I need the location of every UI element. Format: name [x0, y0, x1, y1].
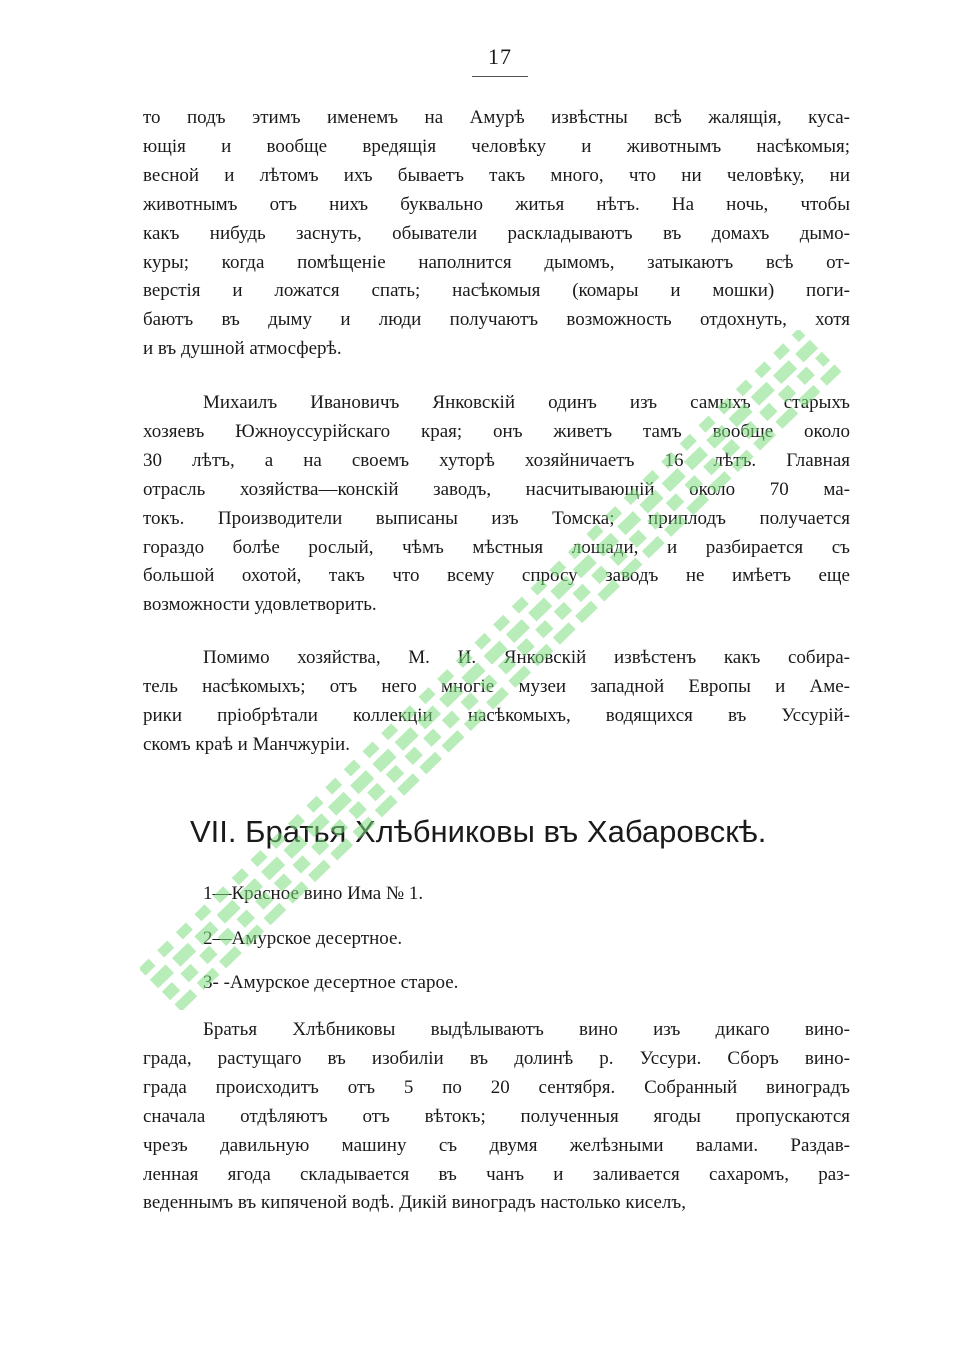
wine-list-item-3: 3- -Амурское десертное старое.: [203, 972, 459, 993]
page-number: 17: [488, 44, 512, 69]
text-line: какъ нибудь заснуть, обыватели раскладываютъ въ домахъ дымо-: [143, 222, 850, 244]
text-line: града, растущаго въ изобиліи въ долинѣ р. Уссури. Сборъ вино-: [143, 1047, 850, 1069]
text-line: чрезъ давильную машину съ двумя желѣзными валами. Раздав-: [143, 1134, 850, 1156]
text-line: Помимо хозяйства, М. И. Янковскій извѣстенъ какъ собира-: [203, 647, 850, 668]
text-line: большой охотой, такъ что всему спросу заводъ не имѣетъ еще: [143, 565, 850, 587]
text-line: хозяевъ Южноуссурійскаго края; онъ живетъ тамъ вообще около: [143, 420, 850, 442]
text-line: Михаилъ Ивановичъ Янковскій одинъ изъ самыхъ старыхъ: [203, 392, 850, 413]
text-line: отрасль хозяйства—конскій заводъ, насчитывающій около 70 ма-: [143, 478, 850, 500]
text-line: верстія и ложатся спать; насѣкомыя (комары и мошки) поги-: [143, 280, 850, 302]
paragraph-winemaking: [143, 1016, 850, 1218]
wine-list-item-1: 1—Красное вино Има № 1.: [203, 883, 424, 904]
text-line: гораздо болѣе рослый, чѣмъ мѣстныя лошади, и разбирается съ: [143, 536, 850, 558]
text-line: животнымъ отъ нихъ буквально житья нѣтъ. На ночь, чтобы: [143, 193, 850, 215]
text-line: града происходитъ отъ 5 по 20 сентября. Собранный виноградъ: [143, 1076, 850, 1098]
text-line: и въ душной атмосферѣ.: [143, 338, 342, 360]
text-line: куры; когда помѣщеніе наполнится дымомъ, затыкаютъ всѣ от-: [143, 251, 850, 273]
text-line: скомъ краѣ и Манчжуріи.: [143, 733, 350, 755]
paragraph-yankovsky-collector: [143, 644, 850, 760]
text-line: тель насѣкомыхъ; отъ него многіе музеи западной Европы и Аме-: [143, 675, 850, 697]
text-line: возможности удовлетворить.: [143, 594, 377, 616]
text-line: сначала отдѣляютъ отъ вѣтокъ; полученныя ягоды пропускаются: [143, 1105, 850, 1127]
page-number-rule: [472, 76, 528, 77]
text-line: баютъ въ дыму и люди получаютъ возможность отдохнуть, хотя: [143, 309, 850, 331]
text-line: веденнымъ въ кипяченой водѣ. Дикій виноградъ настолько киселъ,: [143, 1192, 686, 1214]
text-line: то подъ этимъ именемъ на Амурѣ извѣстны всѣ жалящія, куса-: [143, 107, 850, 128]
text-line: токъ. Производители выписаны изъ Томска; приплодъ получается: [143, 507, 850, 529]
text-line: ленная ягода складывается въ чанъ и заливается сахаромъ, раз-: [143, 1163, 850, 1185]
wine-list-item-2: 2—Амурское десертное.: [203, 928, 403, 949]
section-heading: VII. Братья Хлѣбниковы въ Хабаровскѣ.: [190, 814, 767, 849]
text-line: Братья Хлѣбниковы выдѣлываютъ вино изъ дикаго вино-: [203, 1019, 850, 1040]
text-line: весной и лѣтомъ ихъ бываетъ такъ много, что ни человѣку, ни: [143, 164, 850, 186]
paragraph-mosquitoes: [143, 104, 850, 364]
paragraph-yankovsky-farm: [143, 389, 850, 620]
text-line: 30 лѣтъ, а на своемъ хуторѣ хозяйничаетъ 16 лѣтъ. Главная: [143, 449, 850, 471]
text-line: рики пріобрѣтали коллекціи насѣкомыхъ, водящихся въ Уссурій-: [143, 704, 850, 726]
text-line: ющія и вообще вредящія человѣку и животнымъ насѣкомыя;: [143, 135, 850, 157]
